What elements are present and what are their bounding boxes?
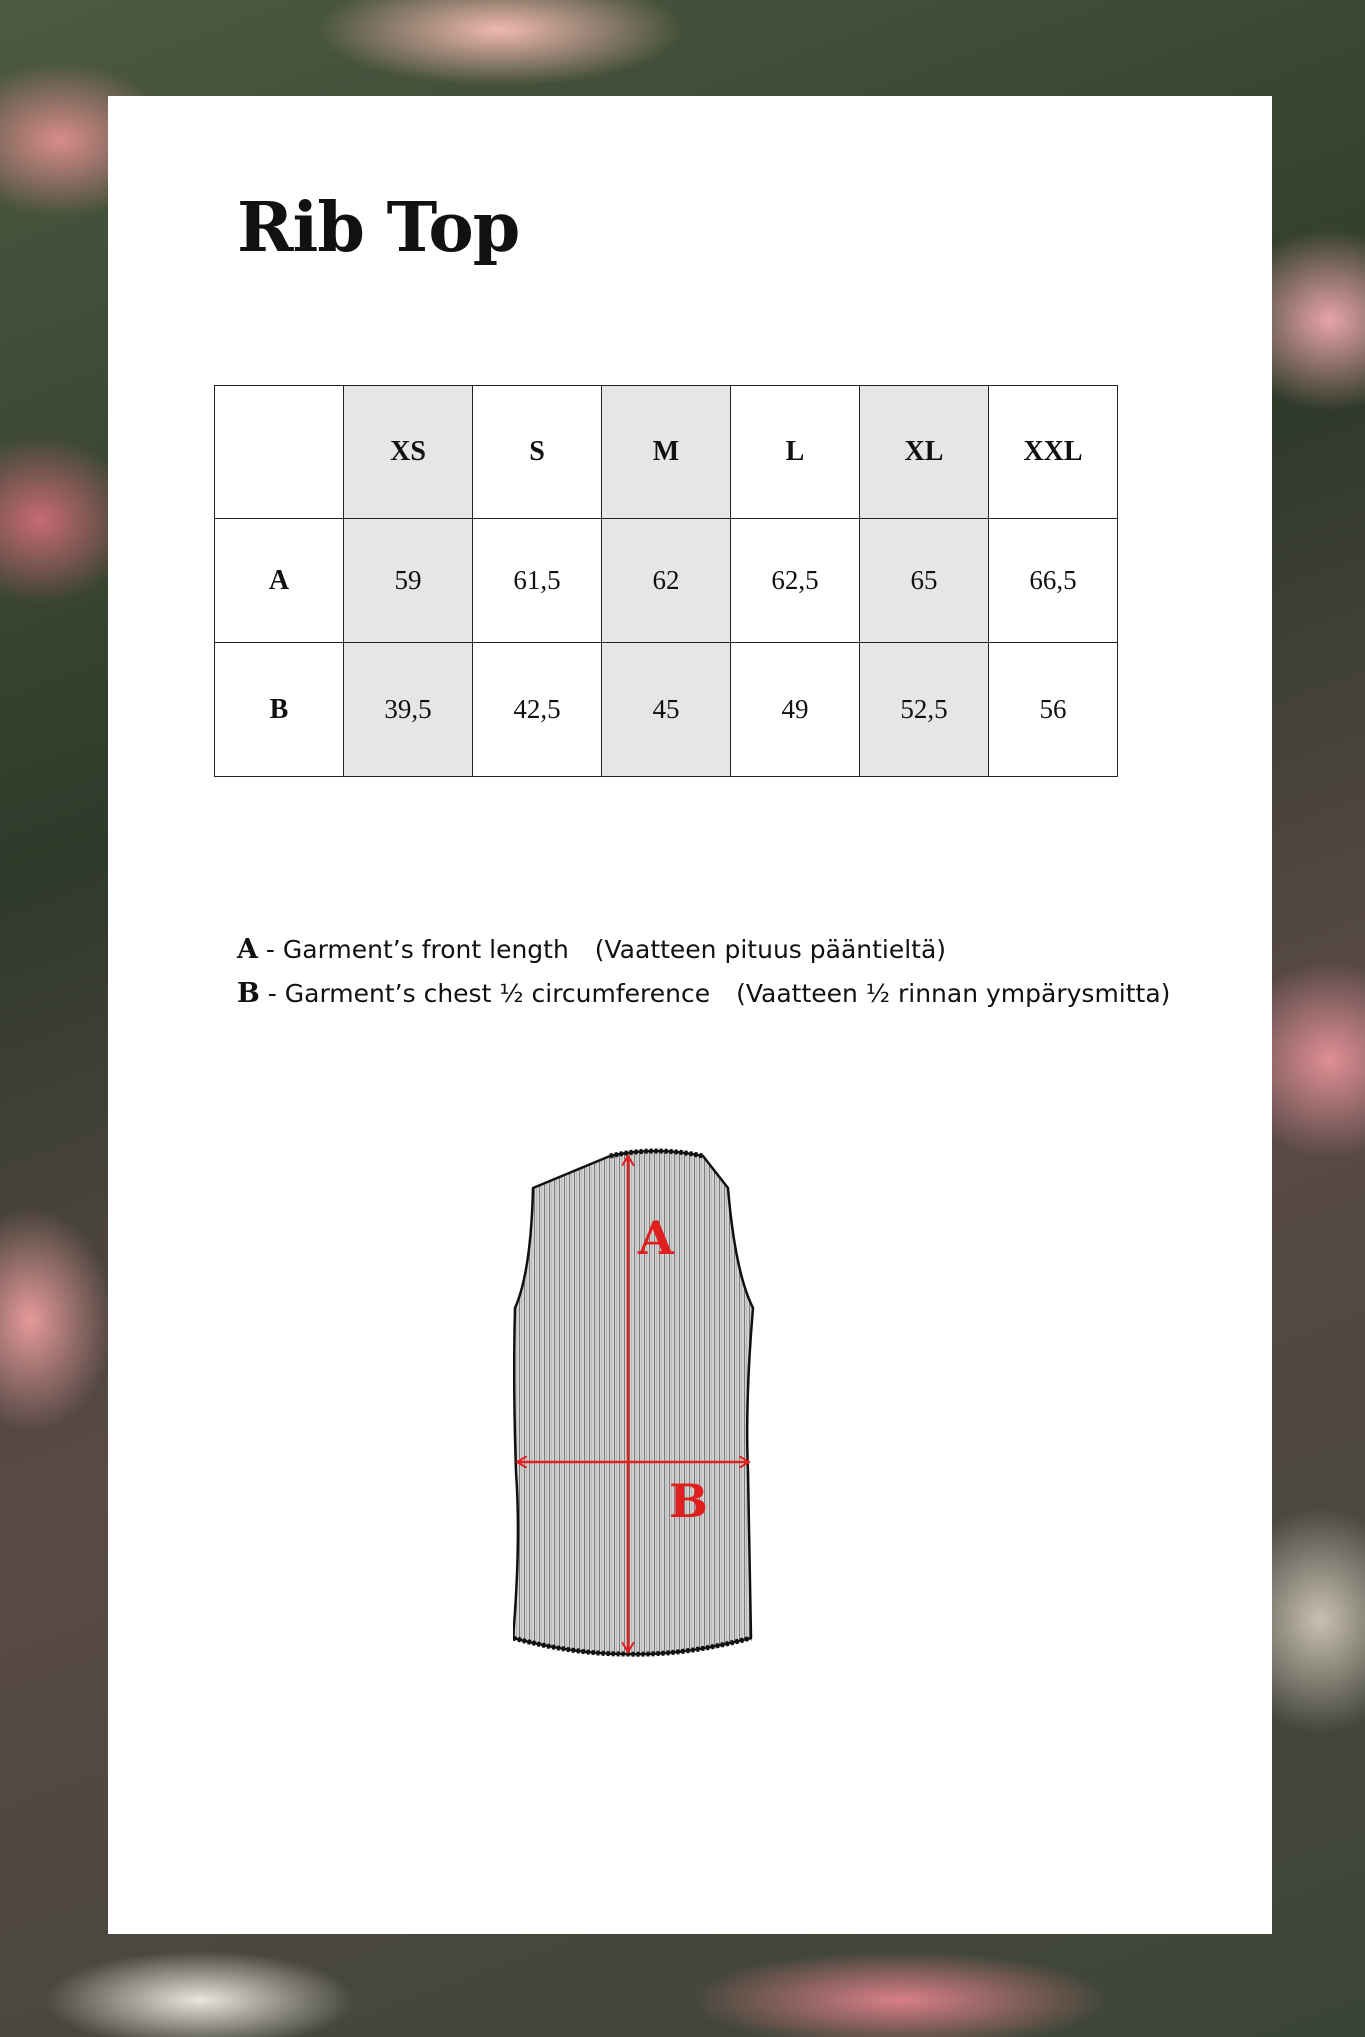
table-row [215, 519, 1118, 643]
measurement-legend [237, 928, 1170, 1016]
table-cell: 59 [344, 519, 473, 643]
table-cell: 65 [860, 519, 989, 643]
table-cell: 62 [602, 519, 731, 643]
diagram-label-b: B [669, 1474, 708, 1528]
garment-diagram [513, 1142, 853, 1702]
table-cell: 61,5 [473, 519, 602, 643]
size-header-row [215, 386, 1118, 519]
size-table [214, 385, 1118, 777]
legend-item-b [237, 972, 1170, 1016]
size-header-l: L [731, 386, 860, 519]
table-cell: 39,5 [344, 643, 473, 777]
row-label-b: B [215, 643, 344, 777]
table-cell: 56 [989, 643, 1118, 777]
legend-key-a: A [237, 934, 258, 965]
table-cell: 45 [602, 643, 731, 777]
legend-text-b: - Garment’s chest ½ circumference [267, 979, 711, 1008]
table-cell: 49 [731, 643, 860, 777]
size-header-xs: XS [344, 386, 473, 519]
legend-translation-a: (Vaatteen pituus pääntieltä) [594, 935, 947, 964]
legend-text-a: - Garment’s front length [265, 935, 569, 964]
legend-key-b: B [237, 978, 260, 1009]
page-title: Rib Top [237, 188, 520, 268]
table-cell: 62,5 [731, 519, 860, 643]
size-header-m: M [602, 386, 731, 519]
table-row [215, 643, 1118, 777]
row-label-a: A [215, 519, 344, 643]
size-guide-card [108, 96, 1272, 1934]
size-header-xl: XL [860, 386, 989, 519]
table-cell: 52,5 [860, 643, 989, 777]
legend-translation-b: (Vaatteen ½ rinnan ympärysmitta) [736, 979, 1171, 1008]
table-cell: 66,5 [989, 519, 1118, 643]
table-cell: 42,5 [473, 643, 602, 777]
size-header-s: S [473, 386, 602, 519]
legend-item-a [237, 928, 1170, 972]
size-header-xxl: XXL [989, 386, 1118, 519]
corner-cell [215, 386, 344, 519]
garment-outline [513, 1151, 753, 1654]
diagram-label-a: A [638, 1211, 674, 1265]
